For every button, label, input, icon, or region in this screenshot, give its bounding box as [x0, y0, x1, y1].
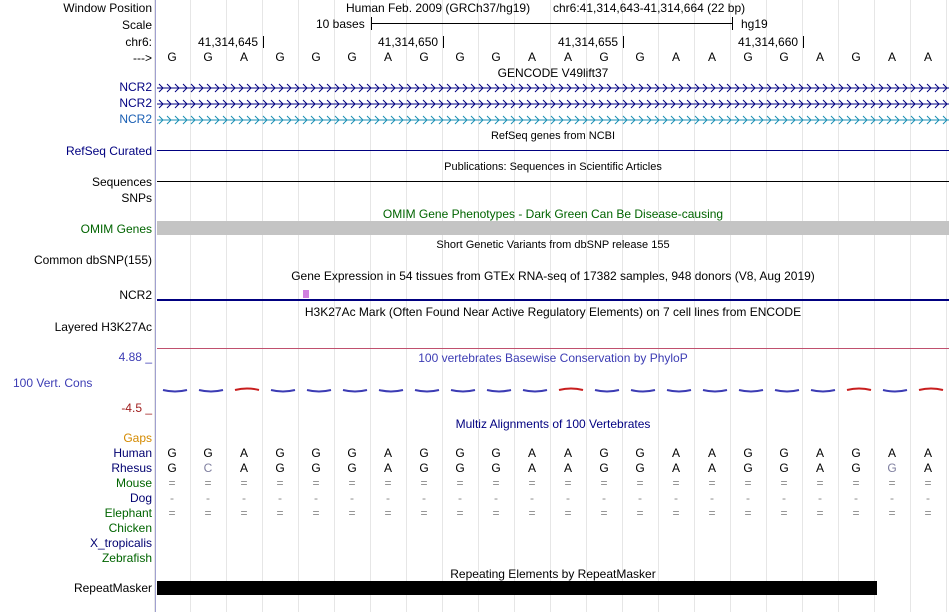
tick-mark [263, 36, 264, 48]
alignment-base-human: A [239, 446, 248, 460]
base-letter: G [635, 50, 645, 64]
alignment-base-mouse: = [924, 476, 932, 490]
alignment-base-rhesus: G [599, 461, 609, 475]
alignment-base-human: A [383, 446, 392, 460]
alignment-base-human: A [815, 446, 824, 460]
base-letter: G [779, 50, 789, 64]
alignment-base-human: G [455, 446, 465, 460]
alignment-base-mouse: = [492, 476, 500, 490]
phylop-score-glyph [451, 390, 475, 392]
phylop-score-glyph [847, 389, 871, 391]
alignment-base-elephant: = [924, 506, 932, 520]
alignment-base-mouse: = [420, 476, 428, 490]
phylop-min: -4.5 _ [121, 401, 152, 415]
alignment-base-human: G [851, 446, 861, 460]
phylop-score-glyph [775, 390, 799, 392]
phylop-label[interactable]: 100 Vert. Cons [13, 376, 93, 390]
alignment-base-mouse: = [852, 476, 860, 490]
alignment-base-elephant: = [168, 506, 176, 520]
gencode-row-label[interactable]: NCR2 [119, 96, 152, 110]
alignment-base-elephant: = [564, 506, 572, 520]
assembly-text: Human Feb. 2009 (GRCh37/hg19) [346, 1, 531, 15]
omim-gene-bar[interactable] [157, 221, 949, 235]
base-letter: G [851, 50, 861, 64]
alignment-base-elephant: = [708, 506, 716, 520]
gtex-expression-bar[interactable] [303, 290, 309, 298]
alignment-base-human: G [779, 446, 789, 460]
alignment-base-dog: - [170, 491, 174, 505]
alignment-base-elephant: = [348, 506, 356, 520]
alignment-base-human: G [311, 446, 321, 460]
alignment-base-human: G [599, 446, 609, 460]
phylop-score-glyph [199, 390, 223, 392]
alignment-base-elephant: = [528, 506, 536, 520]
h3k27ac-label[interactable]: Layered H3K27Ac [54, 320, 152, 334]
refseq-gene-line[interactable] [157, 150, 949, 151]
base-letter: G [203, 50, 213, 64]
alignment-base-dog: - [890, 491, 894, 505]
alignment-base-mouse: = [204, 476, 212, 490]
alignment-base-rhesus: A [815, 461, 824, 475]
db-text: hg19 [741, 17, 768, 31]
phylop-score-glyph [307, 390, 331, 392]
dbsnp-title: Short Genetic Variants from dbSNP release 155 [436, 239, 670, 251]
base-letter: G [275, 50, 285, 64]
phylop-score-glyph [631, 390, 655, 392]
alignment-base-mouse: = [564, 476, 572, 490]
phylop-score-glyph [343, 390, 367, 392]
base-letter: G [347, 50, 357, 64]
alignment-base-rhesus: G [347, 461, 357, 475]
base-letter: A [923, 50, 932, 64]
alignment-base-mouse: = [348, 476, 356, 490]
base-letter: A [815, 50, 824, 64]
alignment-base-elephant: = [672, 506, 680, 520]
alignment-base-human: G [347, 446, 357, 460]
alignment-base-dog: - [386, 491, 390, 505]
sequences-line[interactable] [157, 181, 949, 182]
scale-text: 10 bases [316, 17, 365, 31]
phylop-score-glyph [163, 390, 187, 392]
alignment-base-rhesus: A [671, 461, 680, 475]
tick-mark [443, 36, 444, 48]
alignment-base-rhesus: G [887, 461, 897, 475]
base-letter: A [563, 50, 572, 64]
dbsnp-label[interactable]: Common dbSNP(155) [33, 253, 152, 267]
alignment-base-mouse: = [456, 476, 464, 490]
species-label[interactable]: Gaps [123, 431, 152, 445]
phylop-title: 100 vertebrates Basewise Conservation by PhyloP [418, 351, 688, 365]
phylop-score-glyph [559, 389, 583, 391]
alignment-base-human: A [887, 446, 896, 460]
tick-mark [803, 36, 804, 48]
phylop-score-glyph [595, 390, 619, 392]
alignment-base-rhesus: G [167, 461, 177, 475]
base-letter: G [167, 50, 177, 64]
alignment-base-human: A [563, 446, 572, 460]
alignment-base-elephant: = [240, 506, 248, 520]
alignment-base-elephant: = [744, 506, 752, 520]
alignment-base-elephant: = [456, 506, 464, 520]
alignment-base-dog: - [602, 491, 606, 505]
position-text: chr6:41,314,643-41,314,664 (22 bp) [553, 1, 746, 15]
alignment-base-human: A [671, 446, 680, 460]
phylop-score-glyph [523, 390, 547, 392]
base-letter: A [887, 50, 896, 64]
scale-bar [371, 23, 733, 24]
alignment-base-mouse: = [708, 476, 716, 490]
gencode-transcripts[interactable] [157, 80, 949, 128]
gencode-row-label[interactable]: NCR2 [119, 112, 152, 126]
alignment-base-dog: - [458, 491, 462, 505]
alignment-base-elephant: = [312, 506, 320, 520]
phylop-score-glyph [667, 390, 691, 392]
gencode-title: GENCODE V49lift37 [497, 66, 609, 80]
tick-label: 41,314,660 [738, 35, 799, 49]
alignment-base-rhesus: G [491, 461, 501, 475]
species-label[interactable]: Chicken [108, 521, 152, 535]
alignment-base-mouse: = [600, 476, 608, 490]
alignment-base-elephant: = [492, 506, 500, 520]
scale-label: Scale [121, 18, 152, 32]
alignment-base-mouse: = [276, 476, 284, 490]
alignment-base-human: G [491, 446, 501, 460]
alignment-base-human: A [527, 446, 536, 460]
alignment-base-rhesus: G [455, 461, 465, 475]
alignment-base-dog: - [746, 491, 750, 505]
alignment-base-mouse: = [312, 476, 320, 490]
alignment-base-dog: - [494, 491, 498, 505]
base-letter: A [527, 50, 536, 64]
alignment-base-rhesus: G [311, 461, 321, 475]
alignment-base-human: A [707, 446, 716, 460]
alignment-base-elephant: = [636, 506, 644, 520]
phylop-score-glyph [235, 389, 259, 391]
omim-label[interactable]: OMIM Genes [80, 222, 152, 236]
alignment-base-mouse: = [240, 476, 248, 490]
alignment-base-mouse: = [888, 476, 896, 490]
phylop-score-glyph [379, 390, 403, 392]
base-letter: G [599, 50, 609, 64]
alignment-base-human: G [203, 446, 213, 460]
h3k27ac-title: H3K27Ac Mark (Often Found Near Active Regulatory Elements) on 7 cell lines from ENCODE [304, 305, 802, 319]
alignment-base-mouse: = [384, 476, 392, 490]
alignment-base-mouse: = [528, 476, 536, 490]
phylop-score-glyph [271, 390, 295, 392]
label-separator [155, 0, 156, 612]
alignment-base-rhesus: G [851, 461, 861, 475]
alignment-base-elephant: = [204, 506, 212, 520]
alignment-base-rhesus: G [635, 461, 645, 475]
gtex-label[interactable]: NCR2 [119, 288, 152, 302]
repeatmasker-title: Repeating Elements by RepeatMasker [450, 567, 656, 581]
base-letter: A [707, 50, 716, 64]
alignment-base-rhesus: A [563, 461, 572, 475]
alignment-base-dog: - [818, 491, 822, 505]
species-label[interactable]: Mouse [115, 476, 152, 490]
alignment-base-rhesus: A [239, 461, 248, 475]
alignment-base-human: G [275, 446, 285, 460]
species-label[interactable]: Elephant [104, 506, 152, 520]
alignment-base-mouse: = [168, 476, 176, 490]
alignment-base-mouse: = [780, 476, 788, 490]
alignment-base-dog: - [422, 491, 426, 505]
chrom-label: chr6: [125, 35, 152, 49]
alignment-base-rhesus: G [743, 461, 753, 475]
alignment-base-rhesus: G [779, 461, 789, 475]
h3k27ac-baseline[interactable] [157, 348, 949, 349]
alignment-base-human: A [923, 446, 932, 460]
alignment-base-rhesus: A [923, 461, 932, 475]
omim-title: OMIM Gene Phenotypes - Dark Green Can Be Disease-causing [382, 207, 724, 221]
alignment-base-elephant: = [852, 506, 860, 520]
repeatmasker-label[interactable]: RepeatMasker [73, 581, 152, 595]
alignment-base-dog: - [674, 491, 678, 505]
gtex-gene-line[interactable] [157, 299, 949, 301]
base-letter: G [491, 50, 501, 64]
alignment-base-rhesus: A [527, 461, 536, 475]
alignment-base-dog: - [638, 491, 642, 505]
base-letter: G [311, 50, 321, 64]
repeatmasker-element[interactable] [157, 581, 877, 595]
refseq-label[interactable]: RefSeq Curated [65, 144, 152, 158]
sequences-label[interactable]: Sequences [91, 175, 152, 189]
base-letter: G [455, 50, 465, 64]
phylop-score-glyph [415, 390, 439, 392]
base-letter: A [239, 50, 248, 64]
alignment-base-elephant: = [276, 506, 284, 520]
tick-label: 41,314,645 [198, 35, 259, 49]
alignment-base-dog: - [782, 491, 786, 505]
phylop-score-glyph [739, 390, 763, 392]
alignment-base-elephant: = [384, 506, 392, 520]
alignment-base-human: G [419, 446, 429, 460]
tick-mark [623, 36, 624, 48]
species-label[interactable]: Rhesus [111, 461, 152, 475]
alignment-base-dog: - [710, 491, 714, 505]
alignment-base-elephant: = [780, 506, 788, 520]
alignment-base-elephant: = [816, 506, 824, 520]
alignment-base-dog: - [350, 491, 354, 505]
multiz-title: Multiz Alignments of 100 Vertebrates [455, 417, 651, 431]
base-letter: A [383, 50, 392, 64]
species-label[interactable]: Human [113, 446, 152, 460]
alignment-base-rhesus: A [707, 461, 716, 475]
alignment-base-dog: - [314, 491, 318, 505]
alignment-base-elephant: = [420, 506, 428, 520]
pubs-title: Publications: Sequences in Scientific Articles [444, 161, 662, 173]
phylop-score-glyph [487, 390, 511, 392]
alignment-base-mouse: = [816, 476, 824, 490]
alignment-base-dog: - [206, 491, 210, 505]
gtex-title: Gene Expression in 54 tissues from GTEx RNA-seq of 17382 samples, 948 donors (V8, Aug 2019) [291, 269, 815, 283]
species-label[interactable]: Dog [129, 491, 152, 505]
refseq-title: RefSeq genes from NCBI [490, 130, 616, 142]
alignment-base-rhesus: C [203, 461, 213, 475]
alignment-base-rhesus: G [419, 461, 429, 475]
alignment-base-human: G [167, 446, 177, 460]
gencode-row-label[interactable]: NCR2 [119, 80, 152, 94]
alignment-base-dog: - [242, 491, 246, 505]
alignment-base-mouse: = [744, 476, 752, 490]
base-letter: A [671, 50, 680, 64]
alignment-base-human: G [635, 446, 645, 460]
alignment-base-dog: - [530, 491, 534, 505]
base-letter: G [743, 50, 753, 64]
phylop-score-glyph [883, 390, 907, 392]
snps-label[interactable]: SNPs [121, 191, 152, 205]
alignment-base-dog: - [854, 491, 858, 505]
alignment-base-dog: - [566, 491, 570, 505]
alignment-base-mouse: = [636, 476, 644, 490]
alignment-base-dog: - [926, 491, 930, 505]
tick-label: 41,314,650 [378, 35, 439, 49]
alignment-base-dog: - [278, 491, 282, 505]
alignment-base-elephant: = [600, 506, 608, 520]
phylop-max: 4.88 _ [118, 350, 152, 364]
species-label[interactable]: X_tropicalis [89, 536, 152, 550]
scale-bar-right [732, 17, 733, 30]
phylop-score-glyph [811, 390, 835, 392]
phylop-score-glyph [919, 389, 943, 391]
phylop-score-glyph [703, 390, 727, 392]
species-label[interactable]: Zebrafish [101, 551, 152, 565]
alignment-base-elephant: = [888, 506, 896, 520]
phylop-wiggle[interactable] [157, 380, 949, 400]
alignment-base-rhesus: G [275, 461, 285, 475]
tick-label: 41,314,655 [558, 35, 619, 49]
strand-label: ---> [133, 51, 152, 65]
alignment-base-rhesus: A [383, 461, 392, 475]
window-position-label: Window Position [63, 1, 152, 15]
alignment-base-mouse: = [672, 476, 680, 490]
alignment-base-human: G [743, 446, 753, 460]
base-letter: G [419, 50, 429, 64]
